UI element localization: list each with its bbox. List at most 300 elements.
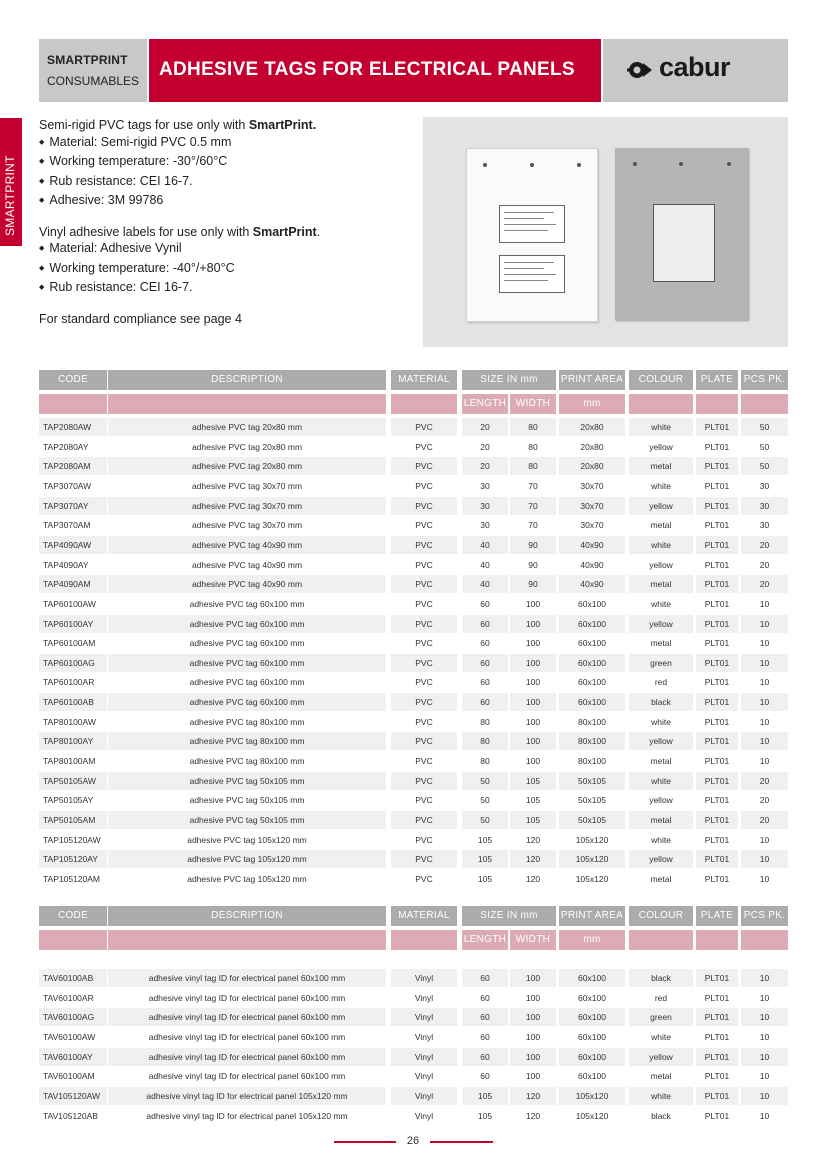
cell-print-area: 60x100 [578,1071,606,1082]
cell-code: TAP2080AW [39,418,107,436]
cell-material: PVC [391,654,457,672]
cell-pcs: 50 [741,418,788,436]
cell-print-area: 60x100 [559,654,625,672]
cell-colour: white [651,834,671,845]
cell-width: 90 [510,575,556,593]
cell-length: 60 [462,969,508,987]
cell-print-area: 60x100 [578,992,606,1003]
cell-width: 105 [510,772,556,790]
cell-colour: red [654,677,668,688]
cell-colour: white [651,1031,671,1042]
white-tag-sheet [466,148,598,322]
cell-description: adhesive PVC tag 60x100 mm [108,654,386,672]
table-row [39,595,788,613]
cell-pcs: 10 [759,677,770,688]
vinyl-intro: Vinyl adhesive labels for use only with SmartPrint. [39,224,321,239]
footer-rule [430,1141,493,1143]
cell-pcs: 10 [759,756,770,767]
bullet: ◆ Working temperature: -30°/60°C [39,153,409,173]
cell-code: TAV60100AB [39,969,107,987]
col-width: WIDTH [510,930,556,950]
cell-plate: PLT01 [704,1071,730,1082]
cell-material: PVC [415,716,433,727]
title-banner [149,39,601,102]
cell-pcs: 10 [759,1071,770,1082]
cell-length: 30 [462,497,508,515]
cell-code: TAP60100AB [39,693,107,711]
cell-pcs: 10 [741,969,788,987]
cell-description: adhesive PVC tag 80x100 mm [108,732,386,750]
col-pcs: PCS PK. [741,906,788,926]
cell-pcs: 30 [741,497,788,515]
cell-plate: PLT01 [696,575,738,593]
cell-code: TAP50105AY [43,795,94,806]
product-photo [423,117,788,347]
table-row [39,752,788,770]
cell-length: 60 [462,1048,508,1066]
cell-length: 30 [480,480,490,491]
table-row [39,497,788,515]
logo-area [603,39,788,102]
cell-plate: PLT01 [704,559,730,570]
cell-code: TAV60100AR [43,992,94,1003]
cabur-logo-icon [627,60,653,80]
cell-colour: green [629,1008,693,1026]
cell-print-area: 50x105 [559,811,625,829]
subsection-title: CONSUMABLES [47,74,140,88]
cell-description: adhesive PVC tag 60x100 mm [189,638,305,649]
cell-length: 105 [477,873,493,884]
cell-print-area: 105x120 [559,850,625,868]
cell-length: 60 [480,1031,490,1042]
cell-description: adhesive vinyl tag ID for electrical panel 60x100 mm [148,992,346,1003]
cell-colour: metal [650,638,672,649]
cell-pcs: 10 [759,638,770,649]
table-row [39,969,788,987]
cell-print-area: 105x120 [559,1087,625,1105]
cell-description: adhesive PVC tag 60x100 mm [189,677,305,688]
cell-print-area: 80x100 [559,732,625,750]
table-row [39,870,788,888]
cell-plate: PLT01 [704,480,730,491]
cell-material: PVC [391,811,457,829]
table-row [39,1048,788,1066]
cell-description: adhesive PVC tag 105x120 mm [108,850,386,868]
cell-pcs: 10 [741,850,788,868]
cell-pcs: 30 [759,480,770,491]
cell-code: TAP60100AR [43,677,95,688]
cell-code: TAP105120AW [43,834,101,845]
cell-description: adhesive PVC tag 30x70 mm [191,520,303,531]
cell-description: adhesive PVC tag 40x90 mm [108,575,386,593]
cell-material: Vinyl [414,1110,434,1121]
cell-description: adhesive PVC tag 80x100 mm [189,756,305,767]
col-mm: mm [559,394,625,414]
footer-rule [334,1141,396,1143]
cell-length: 105 [462,1087,508,1105]
cell-material: PVC [415,834,433,845]
cell-plate: PLT01 [696,811,738,829]
cell-length: 20 [462,418,508,436]
cell-pcs: 30 [759,520,770,531]
cell-print-area: 40x90 [580,559,604,570]
cell-colour: black [629,693,693,711]
cell-material: PVC [415,441,433,452]
cell-print-area: 20x80 [580,441,604,452]
cell-print-area: 60x100 [578,598,606,609]
cell-plate: PLT01 [704,834,730,845]
table-row [39,556,788,574]
cell-code: TAP60100AG [39,654,107,672]
table-row [39,457,788,475]
cell-length: 60 [462,1008,508,1026]
table-row [39,811,788,829]
cell-length: 50 [480,795,490,806]
cell-width: 100 [525,638,541,649]
table-row [39,516,788,534]
cell-material: Vinyl [391,1087,457,1105]
cell-colour: metal [629,811,693,829]
cell-pcs: 10 [759,598,770,609]
cell-width: 100 [510,693,556,711]
cell-print-area: 60x100 [559,615,625,633]
cell-length: 60 [462,693,508,711]
cell-length: 80 [480,756,490,767]
cell-material: Vinyl [391,969,457,987]
cell-print-area: 60x100 [559,1048,625,1066]
cell-material: PVC [391,536,457,554]
compliance-note: For standard compliance see page 4 [39,311,242,326]
cell-colour: metal [650,756,672,767]
cell-colour: yellow [649,441,673,452]
side-tab [0,118,22,246]
cell-width: 100 [510,969,556,987]
cell-colour: metal [650,520,672,531]
cell-code: TAP3070AW [43,480,92,491]
col-print-area: PRINT AREA [559,370,625,390]
table-row [39,575,788,593]
cell-length: 105 [462,850,508,868]
cell-print-area: 40x90 [559,575,625,593]
cell-description: adhesive vinyl tag ID for electrical panel 105x120 mm [146,1110,348,1121]
cell-print-area: 30x70 [559,497,625,515]
cabur-logo-text: cabur [659,52,731,82]
product-intro [39,117,409,327]
col-print-area: PRINT AREA [559,906,625,926]
cell-width: 70 [528,520,538,531]
cell-description: adhesive vinyl tag ID for electrical panel 60x100 mm [108,1048,386,1066]
cell-plate: PLT01 [696,850,738,868]
cell-width: 80 [510,418,556,436]
cell-length: 60 [462,654,508,672]
cell-description: adhesive vinyl tag ID for electrical panel 105x120 mm [108,1087,386,1105]
cell-material: PVC [391,732,457,750]
cell-colour: yellow [629,732,693,750]
cell-description: adhesive PVC tag 105x120 mm [187,873,307,884]
cell-plate: PLT01 [704,1031,730,1042]
table-row [39,477,788,495]
cell-print-area: 60x100 [578,638,606,649]
cell-pcs: 10 [759,716,770,727]
cell-plate: PLT01 [704,716,730,727]
cell-width: 100 [525,756,541,767]
cell-code: TAP4090AW [39,536,107,554]
cell-plate: PLT01 [704,441,730,452]
cell-plate: PLT01 [704,598,730,609]
table-row [39,536,788,554]
table-row [39,634,788,652]
table-row [39,673,788,691]
cell-description: adhesive PVC tag 60x100 mm [108,693,386,711]
cell-width: 100 [510,615,556,633]
cell-width: 120 [525,1110,541,1121]
cell-description: adhesive PVC tag 20x80 mm [108,418,386,436]
cell-description: adhesive PVC tag 50x105 mm [108,772,386,790]
cell-print-area: 20x80 [559,418,625,436]
cell-description: adhesive vinyl tag ID for electrical panel 60x100 mm [148,1031,346,1042]
cell-width: 90 [510,536,556,554]
col-size: SIZE IN mm [462,906,556,926]
table-row [39,615,788,633]
cell-description: adhesive PVC tag 50x105 mm [189,795,305,806]
cell-pcs: 20 [741,811,788,829]
cell-print-area: 60x100 [559,693,625,711]
cell-colour: white [629,772,693,790]
bullet: ◆ Rub resistance: CEI 16-7. [39,279,409,299]
cell-description: adhesive PVC tag 60x100 mm [189,598,305,609]
cell-code: TAV60100AY [39,1048,107,1066]
cell-material: PVC [415,598,433,609]
table-row [39,732,788,750]
side-tab-label: SMARTPRINT [3,155,17,236]
bullet: ◆ Rub resistance: CEI 16-7. [39,173,409,193]
cell-length: 60 [480,992,490,1003]
cabur-logo [627,52,767,86]
cell-length: 60 [480,598,490,609]
cell-material: PVC [391,850,457,868]
cell-pcs: 10 [759,1110,770,1121]
table-row [39,713,788,731]
cell-plate: PLT01 [704,873,730,884]
cell-print-area: 105x120 [575,834,609,845]
cell-width: 100 [525,1071,541,1082]
cell-pcs: 20 [741,536,788,554]
cell-colour: metal [629,457,693,475]
cell-pcs: 20 [741,575,788,593]
cell-width: 100 [525,992,541,1003]
cell-colour: yellow [629,850,693,868]
cell-material: PVC [391,693,457,711]
cell-description: adhesive vinyl tag ID for electrical panel 60x100 mm [108,1008,386,1026]
cell-colour: green [629,654,693,672]
cell-code: TAP3070AM [43,520,91,531]
cell-plate: PLT01 [696,732,738,750]
table-row [39,989,788,1007]
col-code: CODE [39,370,107,390]
cell-code: TAP50105AW [39,772,107,790]
table-row [39,1008,788,1026]
cell-width: 120 [525,834,541,845]
vinyl-tags-table [39,906,788,1126]
cell-plate: PLT01 [696,457,738,475]
page-title: ADHESIVE TAGS FOR ELECTRICAL PANELS [159,59,575,80]
col-length: LENGTH [462,930,508,950]
cell-plate: PLT01 [704,520,730,531]
cell-code: TAP3070AY [39,497,107,515]
cell-description: adhesive PVC tag 20x80 mm [108,457,386,475]
cell-length: 40 [462,536,508,554]
bullet: ◆ Adhesive: 3M 99786 [39,192,409,212]
col-description: DESCRIPTION [108,370,386,390]
cell-pcs: 20 [759,795,770,806]
cell-pcs: 10 [759,873,770,884]
cell-plate: PLT01 [696,536,738,554]
cell-pcs: 20 [759,559,770,570]
cell-pcs: 10 [741,1008,788,1026]
col-description: DESCRIPTION [108,906,386,926]
cell-plate: PLT01 [696,772,738,790]
cell-pcs: 10 [741,615,788,633]
cell-width: 70 [528,480,538,491]
col-plate: PLATE [696,370,738,390]
cell-material: Vinyl [391,1008,457,1026]
bullet: ◆ Working temperature: -40°/+80°C [39,260,409,280]
section-header [39,39,147,102]
cell-width: 120 [525,873,541,884]
cell-plate: PLT01 [704,992,730,1003]
cell-code: TAP60100AM [43,638,96,649]
cell-colour: metal [650,873,672,884]
cell-length: 20 [480,441,490,452]
col-pcs: PCS PK. [741,370,788,390]
cell-length: 60 [480,1071,490,1082]
cell-width: 90 [528,559,538,570]
page-number: 26 [406,1135,420,1147]
cell-material: PVC [415,873,433,884]
cell-pcs: 10 [741,1087,788,1105]
cell-length: 50 [462,772,508,790]
col-material: MATERIAL [391,906,457,926]
cell-colour: yellow [629,1048,693,1066]
table-row [39,1087,788,1105]
metal-tag-sheet [615,148,748,320]
cell-material: PVC [391,418,457,436]
table-row [39,693,788,711]
col-code: CODE [39,906,107,926]
bullet: ◆ Material: Semi-rigid PVC 0.5 mm [39,134,409,154]
cell-material: Vinyl [414,1031,434,1042]
cell-material: Vinyl [414,992,434,1003]
cell-code: TAP80100AY [39,732,107,750]
cell-plate: PLT01 [704,638,730,649]
cell-print-area: 60x100 [559,1008,625,1026]
cell-pcs: 50 [741,457,788,475]
cell-width: 100 [525,716,541,727]
cell-pcs: 10 [741,732,788,750]
cell-material: Vinyl [414,1071,434,1082]
cell-plate: PLT01 [704,795,730,806]
cell-material: PVC [415,520,433,531]
cell-colour: white [629,536,693,554]
cell-length: 40 [462,575,508,593]
cell-pcs: 10 [741,693,788,711]
cell-code: TAP2080AM [39,457,107,475]
cell-print-area: 80x100 [578,716,606,727]
cell-description: adhesive vinyl tag ID for electrical panel 60x100 mm [148,1071,346,1082]
cell-print-area: 50x105 [559,772,625,790]
cell-colour: yellow [629,497,693,515]
cell-material: Vinyl [391,1048,457,1066]
cell-width: 80 [510,457,556,475]
cell-code: TAP80100AW [43,716,96,727]
cell-pcs: 10 [759,1031,770,1042]
cell-description: adhesive PVC tag 40x90 mm [108,536,386,554]
cell-width: 120 [510,850,556,868]
cell-colour: black [629,969,693,987]
cell-colour: red [654,992,668,1003]
cell-code: TAP105120AY [39,850,107,868]
cell-width: 100 [525,677,541,688]
cell-description: adhesive PVC tag 30x70 mm [108,497,386,515]
cell-print-area: 30x70 [580,520,604,531]
table-row [39,791,788,809]
table-row [39,1067,788,1085]
cell-plate: PLT01 [704,756,730,767]
cell-description: adhesive PVC tag 20x80 mm [191,441,303,452]
cell-print-area: 80x100 [578,756,606,767]
cell-plate: PLT01 [696,418,738,436]
cell-print-area: 105x120 [575,873,609,884]
cell-length: 80 [462,732,508,750]
col-size: SIZE IN mm [462,370,556,390]
cell-pcs: 10 [759,992,770,1003]
cell-width: 100 [510,732,556,750]
table-row [39,654,788,672]
cell-description: adhesive vinyl tag ID for electrical panel 60x100 mm [108,969,386,987]
cell-code: TAP2080AY [43,441,89,452]
cell-length: 60 [480,638,490,649]
cell-length: 80 [480,716,490,727]
cell-material: PVC [415,480,433,491]
cell-plate: PLT01 [704,677,730,688]
cell-width: 105 [510,811,556,829]
cell-colour: yellow [649,559,673,570]
cell-description: adhesive PVC tag 30x70 mm [191,480,303,491]
cell-colour: yellow [649,795,673,806]
cell-material: PVC [391,615,457,633]
cell-length: 50 [462,811,508,829]
cell-width: 100 [525,598,541,609]
table-row [39,772,788,790]
cell-plate: PLT01 [696,1008,738,1026]
col-width: WIDTH [510,394,556,414]
pvc-intro: Semi-rigid PVC tags for use only with SmartPrint. [39,118,317,132]
cell-print-area: 50x105 [578,795,606,806]
cell-plate: PLT01 [696,1048,738,1066]
bullet: ◆ Material: Adhesive Vynil [39,240,409,260]
cell-print-area: 60x100 [559,969,625,987]
cell-width: 80 [528,441,538,452]
cell-plate: PLT01 [704,1110,730,1121]
cell-pcs: 20 [741,772,788,790]
cell-width: 100 [510,1008,556,1026]
col-colour: COLOUR [629,370,693,390]
cell-material: PVC [391,457,457,475]
cell-material: PVC [391,575,457,593]
cell-colour: metal [629,575,693,593]
cell-colour: white [629,418,693,436]
col-material: MATERIAL [391,370,457,390]
